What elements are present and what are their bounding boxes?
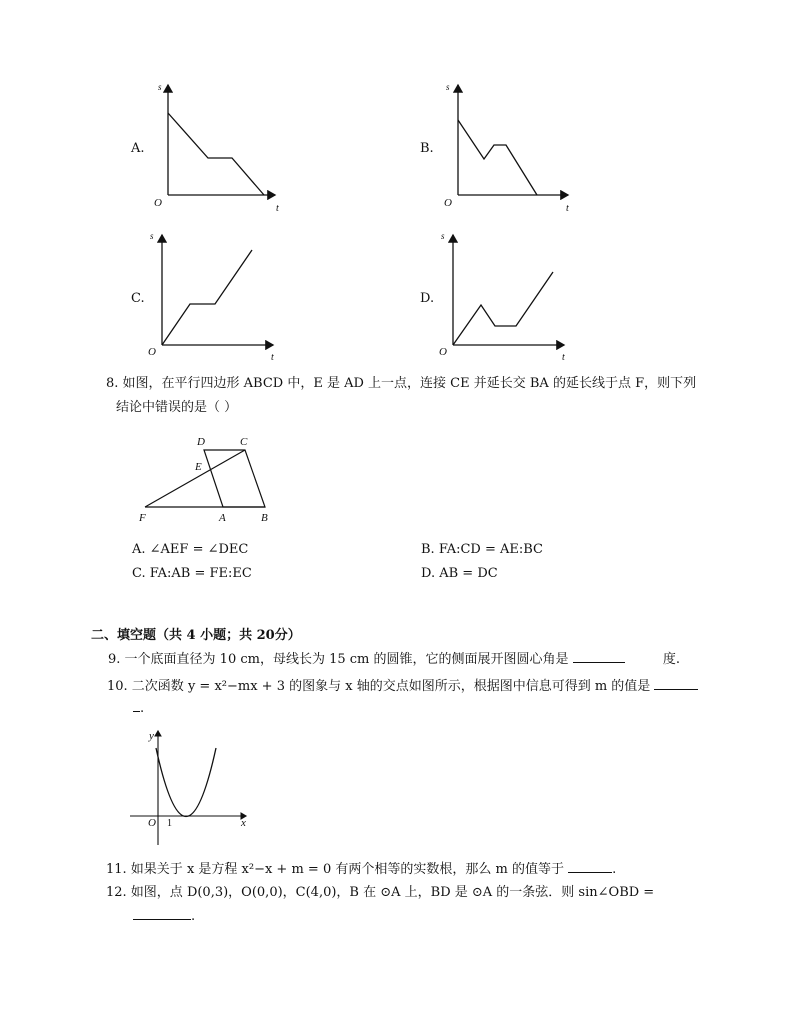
graph-d	[436, 230, 566, 363]
option-c-label: C.	[131, 291, 145, 306]
q8-option-a[interactable]: A. ∠AEF = ∠DEC	[132, 542, 249, 557]
option-b-label: B.	[420, 141, 434, 156]
graph-d-x-label: t	[562, 352, 565, 363]
q8-point-f: F	[139, 512, 146, 524]
graph-d-curve	[453, 272, 553, 345]
q10-answer-blank[interactable]	[654, 677, 698, 690]
graph-b	[440, 80, 570, 214]
q8-point-d: D	[197, 436, 205, 448]
q8-option-d[interactable]: D. AB = DC	[421, 566, 498, 581]
graph-b-origin: O	[444, 197, 452, 209]
q10-stem	[107, 677, 698, 696]
graph-d-y-label: s	[441, 231, 445, 241]
q11-stem	[106, 860, 616, 879]
graph-a-curve	[168, 113, 264, 195]
q10-origin: O	[148, 817, 156, 829]
graph-c-x-label: t	[271, 352, 274, 363]
graph-a-y-label: s	[158, 82, 162, 92]
q10-text: 10. 二次函数 y = x²−mx + 3 的图象与 x 轴的交点如图所示，根据图中信息可得到 m 的值是	[107, 679, 651, 694]
q11-suffix: .	[612, 862, 617, 877]
option-d-label: D.	[420, 291, 435, 306]
q8-stem-line2: 结论中错误的是（ ）	[116, 400, 238, 415]
q8-figure	[135, 432, 285, 527]
q8-point-b: B	[261, 512, 268, 524]
q8-stem-line1: 8. 如图，在平行四边形 ABCD 中，E 是 AD 上一点，连接 CE 并延长交 BA 的延长线于点 F，则下列	[106, 376, 697, 391]
q9-suffix: 度.	[662, 652, 681, 667]
graph-a-x-label: t	[276, 203, 279, 214]
q10-stem-cont	[133, 699, 144, 718]
q11-text: 11. 如果关于 x 是方程 x²−x + m = 0 有两个相等的实数根，那么 m 的值等于	[106, 862, 564, 877]
q9-stem	[108, 650, 680, 669]
graph-c	[145, 230, 275, 363]
q10-y-label: y	[149, 730, 154, 742]
section-title: 二、填空题（共 4 小题；共 20分）	[91, 628, 301, 643]
graph-b-y-label: s	[446, 82, 450, 92]
q11-answer-blank[interactable]	[568, 860, 612, 873]
graph-a	[150, 80, 280, 214]
q8-option-c[interactable]: C. FA:AB = FE:EC	[132, 566, 252, 581]
graph-c-y-label: s	[150, 231, 154, 241]
q9-text: 9. 一个底面直径为 10 cm，母线长为 15 cm 的圆锥，它的侧面展开图圆心角是	[108, 652, 569, 667]
graph-c-origin: O	[148, 346, 156, 358]
q10-parabola	[156, 748, 216, 817]
q10-answer-blank-cont[interactable]	[133, 699, 140, 712]
q8-point-a: A	[219, 512, 226, 524]
q9-answer-blank[interactable]	[573, 650, 625, 663]
q10-suffix: .	[140, 701, 145, 716]
q10-figure	[128, 725, 258, 850]
graph-c-curve	[162, 250, 252, 345]
graph-a-origin: O	[154, 197, 162, 209]
q12-answer-blank[interactable]	[133, 907, 191, 920]
q12-stem-cont	[133, 907, 195, 926]
q8-point-c: C	[240, 436, 248, 448]
q8-point-e: E	[195, 461, 202, 473]
q10-tick-1: 1	[167, 818, 172, 829]
option-a-label: A.	[131, 141, 145, 156]
q12-stem: 12. 如图，点 D(0,3)，O(0,0)，C(4,0)，B 在 ⊙A 上，BD 是 ⊙A 的一条弦．则 sin∠OBD =	[106, 885, 655, 900]
q10-x-label: x	[241, 817, 246, 829]
graph-b-x-label: t	[566, 203, 569, 214]
graph-b-curve	[458, 120, 537, 195]
graph-d-origin: O	[439, 346, 447, 358]
q8-option-b[interactable]: B. FA:CD = AE:BC	[421, 542, 544, 557]
q12-suffix: .	[191, 909, 196, 924]
